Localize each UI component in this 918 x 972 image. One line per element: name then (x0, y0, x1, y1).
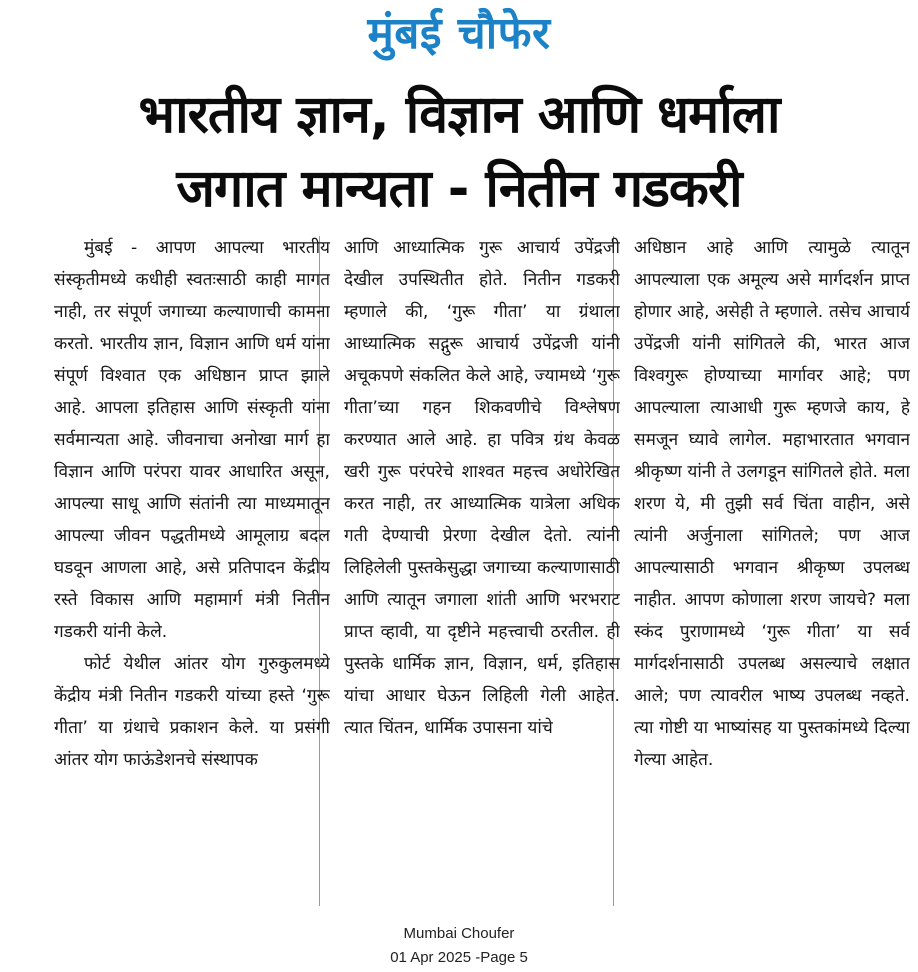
article-paragraph: आणि आध्यात्मिक गुरू आचार्य उपेंद्रजी देखील उपस्थितीत होते. नितीन गडकरी म्हणाले की, ‘गुरू गीता’ या ग्रंथाला आध्यात्मिक सद्गुरू आचार्य उपेंद्रजी यांनी अचूकपणे संकलित केले आहे, ज्यामध्ये ‘गुरू गीता’च्या गहन शिकवणीचे विश्लेषण करण्यात आले आहे. हा पवित्र ग्रंथ केवळ खरी गुरू परंपरेचे शाश्वत महत्त्व अधोरेखित करत नाही, तर आध्यात्मिक यात्रेला अधिक गती देण्याची प्रेरणा देखील देतो. त्यांनी लिहिलेली पुस्तकेसुद्धा जगाच्या कल्याणासाठी आणि त्यातून जगाला शांती आणि भरभराट प्राप्त व्हावी, या दृष्टीने महत्त्वाची ठरतील. ही पुस्तके धार्मिक ज्ञान, विज्ञान, धर्म, इतिहास यांचा आधार घेऊन लिहिली गेली आहेत. त्यात चिंतन, धार्मिक उपासना यांचे (344, 238, 620, 738)
article-paragraph: मुंबई - आपण आपल्या भारतीय संस्कृतीमध्ये कधीही स्वतःसाठी काही मागत नाही, तर संपूर्ण जगाच्या कल्याणाची कामना करतो. भारतीय ज्ञान, विज्ञान आणि धर्म यांना संपूर्ण विश्वात एक अधिष्ठान प्राप्त झाले आहे. आपला इतिहास आणि संस्कृती यांना सर्वमान्यता आहे. जीवनाचा अनोखा मार्ग हा विज्ञान आणि परंपरा यावर आधारित असून, आपल्या साधू आणि संतांनी त्या माध्यमातून आपल्या जीवन पद्धतीमध्ये आमूलाग्र बदल घडवून आणला आहे, असे प्रतिपादन केंद्रीय रस्ते विकास आणि महामार्ग मंत्री नितीन गडकरी यांनी केले. (54, 238, 330, 642)
article-column-1 (54, 232, 330, 912)
footer (0, 922, 918, 970)
masthead-title: मुंबई चौफेर (367, 8, 551, 59)
article-body (54, 232, 910, 912)
article-column-2 (344, 232, 620, 912)
article-paragraph: अधिष्ठान आहे आणि त्यामुळे त्यातून आपल्याला एक अमूल्य असे मार्गदर्शन प्राप्त होणार आहे, असेही ते म्हणाले. तसेच आचार्य उपेंद्रजी यांनी सांगितले की, भारत आज विश्वगुरू होण्याच्या मार्गावर आहे; पण आपल्याला त्याआधी गुरू म्हणजे काय, हे समजून घ्यावे लागेल. महाभारतात भगवान श्रीकृष्ण यांनी ते उलगडून सांगितले होते. मला शरण ये, मी तुझी सर्व चिंता वाहीन, असे त्यांनी अर्जुनाला सांगितले; पण आज आपल्यासाठी भगवान श्रीकृष्ण उपलब्ध नाहीत. आपण कोणाला शरण जायचे? मला स्कंद पुराणामध्ये ‘गुरू गीता’ या सर्व मार्गदर्शनासाठी उपलब्ध असल्याचे लक्षात आले; पण त्यावरील भाष्य उपलब्ध नव्हते. त्या गोष्टी या भाष्यांसह या पुस्तकांमध्ये दिल्या गेल्या आहेत. (634, 238, 910, 770)
footer-date-page: 01 Apr 2025 -Page 5 (390, 949, 528, 966)
headline-line-2: जगात मान्यता - नितीन गडकरी (176, 159, 742, 219)
article-column-3 (634, 232, 910, 912)
masthead (0, 4, 918, 70)
headline (20, 78, 898, 226)
article-paragraph: फोर्ट येथील आंतर योग गुरुकुलमध्ये केंद्रीय मंत्री नितीन गडकरी यांच्या हस्ते ‘गुरू गीता’ या ग्रंथाचे प्रकाशन केले. या प्रसंगी आंतर योग फाऊंडेशनचे संस्थापक (54, 654, 330, 770)
headline-line-1: भारतीय ज्ञान, विज्ञान आणि धर्माला (138, 85, 780, 145)
footer-publication: Mumbai Choufer (403, 925, 515, 942)
